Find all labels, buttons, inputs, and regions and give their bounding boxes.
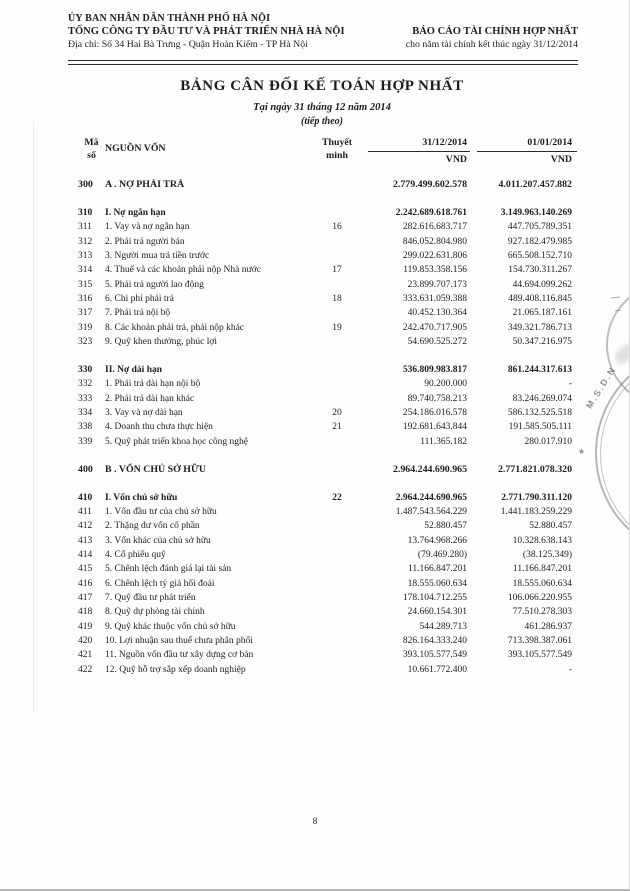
- cell-code: 310: [78, 207, 93, 218]
- column-code: số: [87, 150, 96, 161]
- cell-note: [317, 249, 357, 263]
- cell-code: 316: [78, 294, 93, 304]
- star-icon: ★: [576, 446, 588, 457]
- continuation-note: (tiếp theo): [301, 116, 343, 127]
- cell-v1: 1.487.543.564.229: [395, 506, 467, 517]
- table-row: [66, 292, 572, 306]
- cell-label: 5. Phải trả người lao động: [105, 279, 204, 290]
- cell-code: 419: [78, 621, 93, 632]
- table-row: [66, 249, 572, 263]
- document-date: Tại ngày 31 tháng 12 năm 2014: [253, 102, 391, 113]
- cell-v1: 242.470.717.905: [402, 322, 467, 333]
- column-closing-date: 31/12/2014: [422, 137, 467, 148]
- cell-note: [317, 235, 357, 249]
- cell-note: [317, 562, 357, 576]
- cell-code: 330: [78, 364, 93, 375]
- cell-v2: 154.730.311.267: [508, 265, 572, 276]
- cell-v2: 3.149.963.140.269: [500, 207, 572, 218]
- cell-code: 332: [78, 379, 93, 390]
- table-row: [66, 648, 572, 662]
- cell-label: 6. Chi phí phải trả: [105, 294, 174, 304]
- cell-v2: 489.408.116.845: [508, 294, 572, 304]
- cell-code: 400: [78, 463, 93, 475]
- cell-label: 3. Vốn khác của chủ sở hữu: [105, 535, 211, 546]
- cell-note: 21: [332, 422, 342, 433]
- cell-label: 1. Vay và nợ ngắn hạn: [105, 222, 190, 233]
- cell-label: 2. Thặng dư vốn cổ phần: [105, 521, 200, 532]
- cell-v2: -: [568, 379, 572, 390]
- cell-v2: 349.321.786.713: [507, 322, 572, 333]
- cell-label: 7. Quỹ đầu tư phát triển: [105, 592, 196, 603]
- cell-v1: 13.764.968.266: [407, 535, 467, 546]
- cell-v1: 2.242.689.618.761: [395, 207, 467, 218]
- cell-code: 413: [78, 535, 93, 546]
- cell-code: 311: [78, 222, 92, 233]
- cell-v1: 24.660.154.301: [407, 607, 467, 618]
- cell-note: [317, 206, 357, 220]
- title-block: [66, 78, 578, 127]
- cell-v1: 119.853.358.156: [403, 265, 467, 276]
- cell-v1: 178.104.712.255: [402, 592, 467, 603]
- cell-label: 4. Cổ phiếu quỹ: [105, 549, 166, 560]
- cell-note: [317, 306, 357, 320]
- cell-label: 1. Vốn đầu tư của chủ sở hữu: [105, 506, 217, 517]
- cell-code: 323: [78, 337, 93, 348]
- cell-code: 334: [78, 408, 93, 418]
- cell-v2: 280.017.910: [524, 436, 572, 447]
- cell-v2: -: [568, 664, 572, 675]
- cell-note: [317, 663, 357, 677]
- cell-v1: 11.166.847.201: [407, 564, 467, 575]
- cell-note: [317, 278, 357, 292]
- cell-code: 416: [78, 578, 93, 589]
- cell-v1: 254.186.016.578: [402, 408, 467, 418]
- cell-code: 422: [78, 664, 93, 675]
- cell-code: 414: [78, 549, 93, 560]
- table-row: [66, 435, 572, 449]
- cell-code: 315: [78, 279, 93, 290]
- cell-v1: 544.289.713: [419, 621, 467, 632]
- table-row: [66, 377, 572, 391]
- cell-v1: 23.899.707.173: [407, 279, 467, 290]
- cell-code: 313: [78, 250, 93, 261]
- table-row: [66, 263, 572, 277]
- cell-note: [317, 505, 357, 519]
- cell-v2: 18.555.060.634: [512, 578, 572, 589]
- cell-v1: 54.690.525.272: [407, 337, 467, 348]
- cell-label: 2. Phải trả người bán: [105, 236, 185, 247]
- cell-v1: 40.452.130.364: [407, 308, 467, 319]
- cell-v2: 2.771.821.078.320: [497, 463, 572, 475]
- table-row: [66, 220, 572, 234]
- column-note: minh: [326, 150, 348, 161]
- cell-v2: 861.244.317.613: [507, 364, 572, 375]
- cell-label: 6. Chênh lệch tỷ giá hối đoái: [105, 578, 215, 589]
- page-number: 8: [312, 817, 318, 827]
- row-gap: [66, 477, 572, 491]
- cell-code: 338: [78, 422, 93, 433]
- cell-v2: 665.508.152.710: [507, 250, 572, 261]
- column-underline: [477, 151, 577, 152]
- cell-label: 11. Nguồn vốn đầu tư xây dựng cơ bản: [105, 650, 254, 661]
- cell-note: [317, 591, 357, 605]
- scan-artifact-line: [33, 122, 34, 712]
- cell-label: 3. Vay và nợ dài hạn: [105, 408, 183, 418]
- cell-v2: 461.286.937: [524, 621, 572, 632]
- row-gap: [66, 192, 572, 206]
- cell-v2: 44.694.099.262: [512, 279, 572, 290]
- cell-v2: 2.771.790.311.120: [501, 492, 572, 503]
- table-row: [66, 335, 572, 349]
- cell-v2: 11.166.847.201: [512, 564, 572, 575]
- cell-note: [317, 634, 357, 648]
- table-row: [66, 306, 572, 320]
- row-gap: [66, 449, 572, 463]
- currency-label: VND: [445, 154, 467, 165]
- table-row: [66, 591, 572, 605]
- column-source-of-capital: NGUỒN VỐN: [105, 143, 166, 154]
- cell-v1: 2.779.499.602.578: [392, 179, 467, 190]
- cell-note: [317, 605, 357, 619]
- cell-v2: 927.182.479.985: [507, 236, 572, 247]
- cell-note: [317, 548, 357, 562]
- cell-label: 3. Người mua trả tiền trước: [105, 250, 210, 261]
- cell-v1: 846.052.804.980: [402, 236, 467, 247]
- cell-v2: 50.347.216.975: [512, 337, 572, 348]
- cell-code: 300: [78, 179, 93, 190]
- cell-label: II. Nợ dài hạn: [105, 364, 163, 375]
- cell-label: 7. Phải trả nội bộ: [105, 308, 171, 319]
- cell-v1: 89.740.758.213: [407, 393, 467, 404]
- cell-code: 415: [78, 564, 93, 575]
- letterhead: [68, 13, 578, 50]
- column-underline: [368, 151, 470, 152]
- scan-artifact-tick: [611, 297, 620, 299]
- row-gap: [66, 349, 572, 363]
- cell-v2: 106.066.220.955: [507, 592, 572, 603]
- cell-note: [317, 435, 357, 449]
- cell-note: [317, 377, 357, 391]
- cell-v2: 21.065.187.161: [512, 308, 572, 319]
- report-period: cho năm tài chính kết thúc ngày 31/12/2014: [405, 39, 578, 50]
- cell-v1: 826.164.333.240: [402, 636, 467, 646]
- cell-label: 4. Thuế và các khoản phải nộp Nhà nước: [105, 265, 261, 276]
- cell-code: 410: [78, 492, 93, 503]
- cell-v1: 10.661.772.400: [407, 664, 467, 675]
- cell-note: [317, 363, 357, 377]
- cell-v2: 447.705.789.351: [507, 222, 572, 233]
- table-row: [66, 534, 572, 548]
- cell-v2: 713.398.387.061: [507, 636, 572, 646]
- cell-note: 17: [332, 265, 342, 276]
- cell-note: [317, 335, 357, 349]
- letterhead-company: TỔNG CÔNG TY ĐẦU TƯ VÀ PHÁT TRIỂN NHÀ HÀ NỘI: [68, 26, 345, 37]
- cell-label: 8. Quỹ dự phòng tài chính: [105, 607, 205, 618]
- cell-code: 317: [78, 308, 93, 319]
- cell-note: [317, 534, 357, 548]
- cell-note: 20: [332, 408, 342, 418]
- letterhead-divider: [68, 60, 578, 65]
- cell-note: [317, 392, 357, 406]
- cell-code: 333: [78, 393, 93, 404]
- letterhead-address: Địa chỉ: Số 34 Hai Bà Trưng - Quận Hoàn Kiếm - TP Hà Nội: [68, 39, 308, 50]
- cell-code: 312: [78, 236, 93, 247]
- cell-v1: 18.555.060.634: [407, 578, 467, 589]
- cell-v1: 282.616.683.717: [402, 222, 467, 233]
- table-row: [66, 420, 572, 434]
- table-row: [66, 505, 572, 519]
- cell-v2: 10.328.638.143: [512, 535, 572, 546]
- table-row: [66, 321, 572, 335]
- cell-v1: 2.964.244.690.965: [392, 463, 467, 475]
- cell-v2: 191.585.505.111: [508, 422, 572, 433]
- cell-v1: 52.880.457: [424, 521, 467, 532]
- cell-label: 9. Quỹ khác thuộc vốn chủ sở hữu: [105, 621, 236, 632]
- cell-code: 421: [78, 650, 93, 661]
- table-row: [66, 634, 572, 648]
- table-row: [66, 363, 572, 377]
- cell-note: [317, 620, 357, 634]
- table-row: [66, 491, 572, 505]
- table-row: [66, 620, 572, 634]
- cell-label: 1. Phải trả dài hạn nội bộ: [105, 379, 201, 390]
- cell-label: A . NỢ PHẢI TRẢ: [105, 179, 185, 190]
- column-opening-date: 01/01/2014: [527, 137, 572, 148]
- cell-label: 2. Phải trả dài hạn khác: [105, 393, 195, 404]
- table-row: [66, 406, 572, 420]
- cell-note: 16: [332, 222, 342, 233]
- cell-v2: 586.132.525.518: [507, 408, 572, 418]
- column-code: Mã: [84, 137, 99, 148]
- cell-label: 5. Chênh lệch đánh giá lại tài sản: [105, 564, 232, 575]
- cell-code: 418: [78, 607, 93, 618]
- table-row: [66, 562, 572, 576]
- cell-code: 417: [78, 592, 93, 603]
- table-rows: [66, 178, 572, 677]
- cell-code: 314: [78, 265, 93, 276]
- cell-label: 4. Doanh thu chưa thực hiện: [105, 422, 213, 433]
- cell-v1: 2.964.244.690.965: [395, 492, 467, 503]
- letterhead-authority: ỦY BAN NHÂN DÂN THÀNH PHỐ HÀ NỘI: [68, 13, 271, 24]
- table-row: [66, 463, 572, 477]
- table-row: [66, 605, 572, 619]
- table-row: [66, 206, 572, 220]
- cell-note: 19: [332, 322, 342, 333]
- report-type: BÁO CÁO TÀI CHÍNH HỢP NHẤT: [412, 26, 578, 37]
- cell-label: B . VỐN CHỦ SỞ HỮU: [105, 463, 206, 475]
- cell-note: [317, 463, 357, 477]
- cell-v1: 333.631.059.388: [402, 294, 467, 304]
- cell-code: 411: [78, 506, 92, 517]
- stamp-smudge: [612, 341, 630, 366]
- table-row: [66, 235, 572, 249]
- cell-v2: (38.125.349): [522, 549, 572, 560]
- cell-v2: 77.510.278.303: [512, 607, 572, 618]
- cell-label: 8. Các khoản phải trả, phải nộp khác: [105, 322, 245, 333]
- cell-label: 12. Quỹ hỗ trợ sắp xếp doanh nghiệp: [105, 664, 246, 675]
- cell-label: 10. Lợi nhuận sau thuế chưa phân phối: [105, 636, 253, 646]
- cell-v1: 111.365.182: [420, 436, 467, 447]
- cell-note: [317, 178, 357, 192]
- cell-v1: 90.200.000: [424, 379, 467, 390]
- table-row: [66, 178, 572, 192]
- cell-label: I. Nợ ngắn hạn: [105, 207, 166, 218]
- table-row: [66, 548, 572, 562]
- cell-note: 22: [332, 492, 342, 503]
- cell-note: [317, 577, 357, 591]
- cell-note: 18: [332, 294, 342, 304]
- table-row: [66, 278, 572, 292]
- cell-code: 412: [78, 521, 93, 532]
- cell-v1: 393.105.577.549: [402, 650, 467, 661]
- cell-v1: 192.681.643.844: [402, 422, 467, 433]
- stamp-text: M.S.D.N: [584, 364, 618, 411]
- currency-label: VND: [550, 154, 572, 165]
- document-title: BẢNG CÂN ĐỐI KẾ TOÁN HỢP NHẤT: [180, 78, 464, 94]
- cell-v2: 4.011.207.457.882: [498, 179, 572, 190]
- cell-code: 339: [78, 436, 93, 447]
- cell-v1: 299.022.631.806: [402, 250, 467, 261]
- cell-code: 420: [78, 636, 93, 646]
- table-row: [66, 519, 572, 533]
- cell-code: 319: [78, 322, 93, 333]
- cell-v1: (79.469.280): [417, 549, 467, 560]
- cell-v2: 52.880.457: [529, 521, 572, 532]
- column-note: Thuyết: [322, 137, 352, 148]
- cell-v1: 536.809.983.817: [402, 364, 467, 375]
- cell-note: [317, 648, 357, 662]
- cell-label: 9. Quỹ khen thưởng, phúc lợi: [105, 337, 218, 348]
- cell-label: I. Vốn chủ sở hữu: [105, 492, 178, 503]
- cell-v2: 83.246.269.074: [512, 393, 572, 404]
- cell-v2: 393.105.577.549: [507, 650, 572, 661]
- table-row: [66, 577, 572, 591]
- table-row: [66, 392, 572, 406]
- table-row: [66, 663, 572, 677]
- cell-v2: 1.441.183.259.229: [500, 506, 572, 517]
- cell-note: [317, 519, 357, 533]
- cell-label: 5. Quỹ phát triển khoa học công nghệ: [105, 436, 248, 447]
